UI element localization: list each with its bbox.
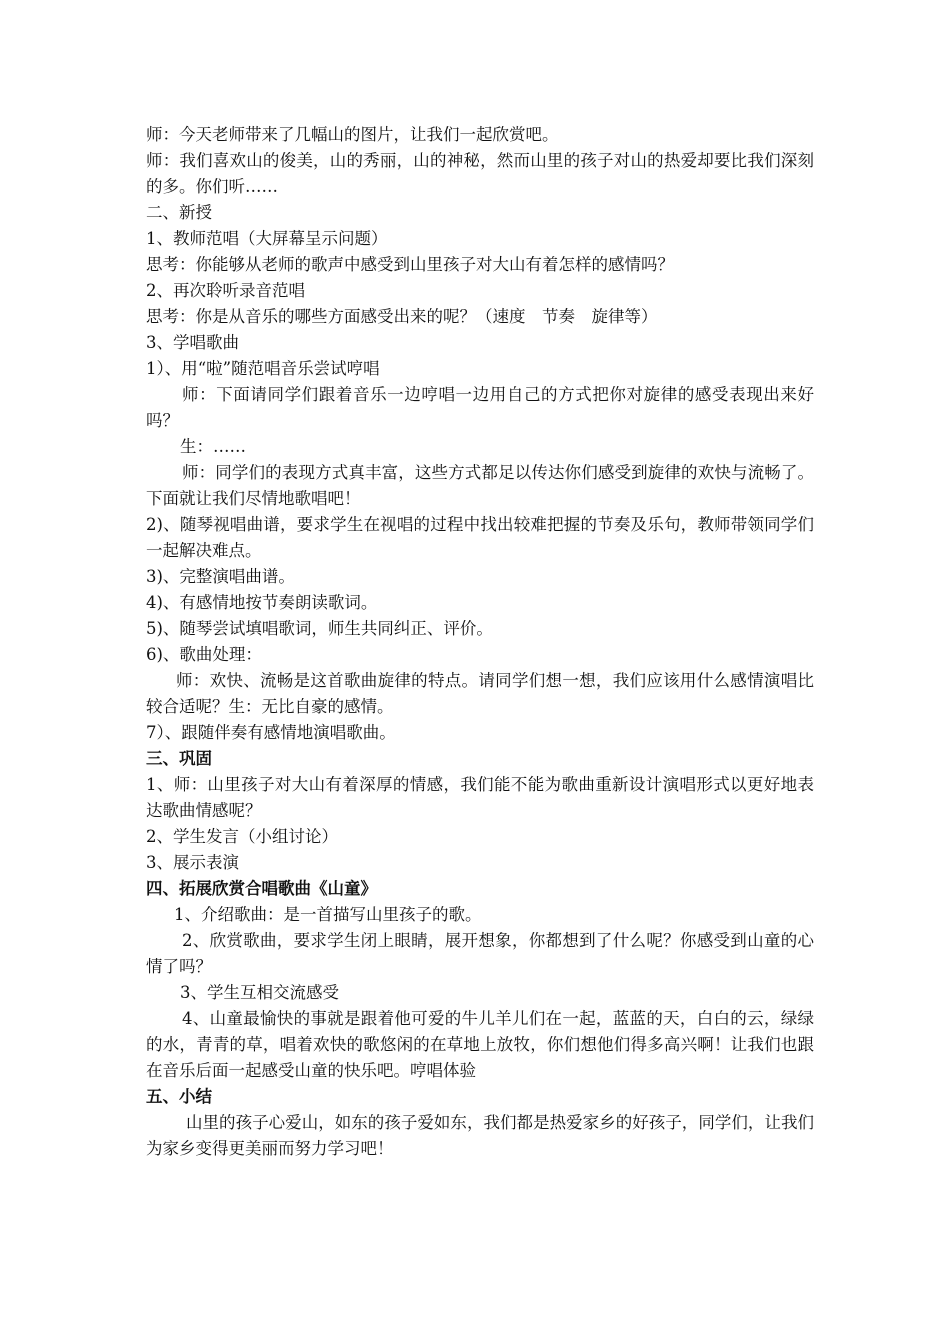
step-learn-song: 3、学唱歌曲	[146, 333, 239, 352]
lesson-plan-body	[146, 122, 814, 1162]
section-heading-new-lesson: 二、新授	[146, 203, 212, 222]
extension-exchange: 3、学生互相交流感受	[180, 983, 339, 1002]
question-feeling: 思考：你能够从老师的歌声中感受到山里孩子对大山有着怎样的感情吗？	[146, 255, 674, 274]
substep-sight-singing: 2)、随琴视唱曲谱，要求学生在视唱的过程中找出较难把握的节奏及乐句，教师带领同学们一起解决难点。	[146, 515, 814, 560]
consolidate-discussion: 2、学生发言（小组讨论）	[146, 827, 338, 846]
substep-hum-la: 1）、用“啦”随范唱音乐尝试哼唱	[146, 359, 380, 378]
teacher-intro-line: 师：今天老师带来了几幅山的图片，让我们一起欣赏吧。	[146, 125, 559, 144]
substep-song-treatment: 6)、歌曲处理：	[146, 645, 262, 664]
teacher-praise-paragraph: 师：同学们的表现方式真丰富，这些方式都足以传达你们感受到旋律的欢快与流畅了。下面就让我们尽情地歌唱吧！	[146, 463, 814, 508]
section-heading-consolidate: 三、巩固	[146, 749, 212, 768]
question-music-aspects: 思考：你是从音乐的哪些方面感受出来的呢？（速度 节奏 旋律等）	[146, 307, 658, 326]
student-response: 生：……	[180, 437, 246, 456]
teacher-emotion-paragraph: 师：欢快、流畅是这首歌曲旋律的特点。请同学们想一想，我们应该用什么感情演唱比较合适呢？生：无比自豪的感情。	[146, 671, 814, 716]
section-heading-extension: 四、拓展欣赏合唱歌曲《山童》	[146, 879, 377, 898]
substep-full-score: 3)、完整演唱曲谱。	[146, 567, 295, 586]
extension-appreciate-paragraph: 2、欣赏歌曲，要求学生闭上眼睛，展开想象，你都想到了什么呢？你感受到山童的心情了吗？	[146, 931, 814, 976]
substep-read-lyrics: 4)、有感情地按节奏朗读歌词。	[146, 593, 378, 612]
step-listen-recording: 2、再次聆听录音范唱	[146, 281, 305, 300]
extension-happiness-paragraph: 4、山童最愉快的事就是跟着他可爱的牛儿羊儿们在一起，蓝蓝的天，白白的云，绿绿的水，青青的草，唱着欢快的歌悠闲的在草地上放牧，你们想他们得多高兴啊！让我们也跟在音乐后面一起感受山童的快乐吧。哼唱体验	[146, 1009, 814, 1080]
summary-paragraph: 山里的孩子心爱山，如东的孩子爱如东，我们都是热爱家乡的好孩子，同学们，让我们为家乡变得更美丽而努力学习吧！	[146, 1113, 814, 1158]
extension-introduce-song: 1、介绍歌曲：是一首描写山里孩子的歌。	[174, 905, 482, 924]
teacher-hum-instruction: 师：下面请同学们跟着音乐一边哼唱一边用自己的方式把你对旋律的感受表现出来好吗？	[146, 385, 814, 430]
substep-fill-lyrics: 5)、随琴尝试填唱歌词，师生共同纠正、评价。	[146, 619, 493, 638]
consolidate-performance: 3、展示表演	[146, 853, 239, 872]
substep-sing-with-accompaniment: 7）、跟随伴奏有感情地演唱歌曲。	[146, 723, 396, 742]
step-teacher-demo-singing: 1、教师范唱（大屏幕呈示问题）	[146, 229, 388, 248]
teacher-mountain-paragraph: 师：我们喜欢山的俊美，山的秀丽，山的神秘，然而山里的孩子对山的热爱却要比我们深刻的多。你们听……	[146, 151, 814, 196]
section-heading-summary: 五、小结	[146, 1087, 212, 1106]
consolidate-redesign-paragraph: 1、师：山里孩子对大山有着深厚的情感，我们能不能为歌曲重新设计演唱形式以更好地表达歌曲情感呢？	[146, 775, 814, 820]
